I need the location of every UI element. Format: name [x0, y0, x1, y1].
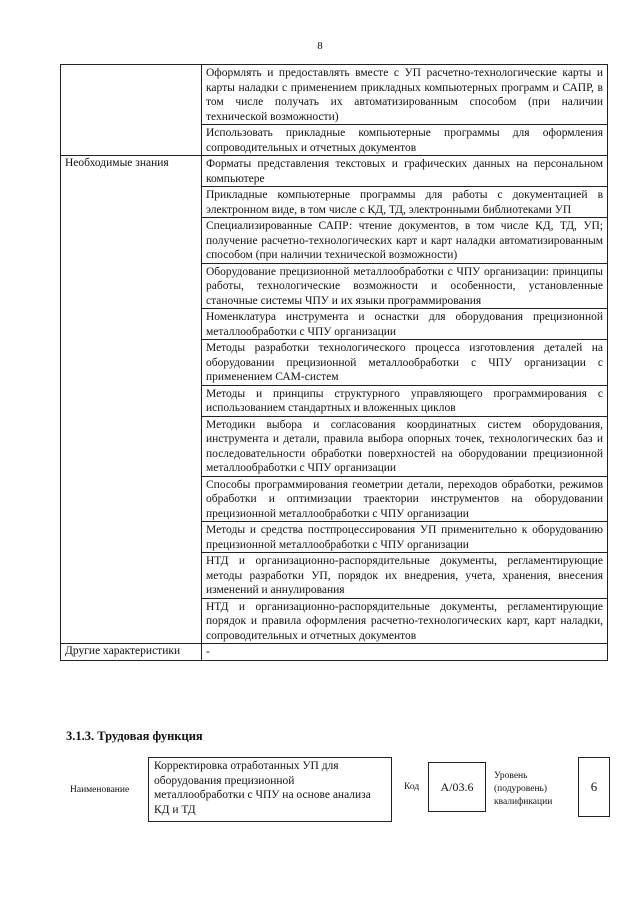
- page-number: 8: [317, 40, 323, 52]
- row-label-other: Другие характеристики: [61, 644, 202, 661]
- table-cell: -: [202, 644, 608, 661]
- level-box: 6: [578, 757, 610, 817]
- table-cell: Методы и средства постпроцессирования УП применительно к оборудованию прецизионной металлообработки с ЧПУ организации: [202, 522, 608, 553]
- level-label: [494, 770, 552, 809]
- level-label-line: Уровень: [494, 771, 528, 781]
- table-cell: Методы разработки технологического процесса изготовления деталей на оборудовании прецизионной металлообработки с ЧПУ организации с применением САМ-систем: [202, 340, 608, 386]
- table-row: [61, 644, 608, 661]
- code-box: А/03.6: [428, 762, 486, 812]
- level-label-line: квалификации: [494, 797, 553, 807]
- code-label: Код: [404, 782, 420, 792]
- section-title: 3.1.3. Трудовая функция: [66, 729, 203, 743]
- level-label-line: (подуровень): [494, 784, 548, 794]
- table-cell: Методики выбора и согласования координатных систем оборудования, инструмента и детали, правила выбора опорных точек, технологических баз и последовательности обработки поверхностей на оборудовании прецизионной металлообработки с ЧПУ организации: [202, 416, 608, 476]
- table-cell: Использовать прикладные компьютерные программы для оформления сопроводительных и отчетных документов: [202, 125, 608, 156]
- table-cell: Оформлять и предоставлять вместе с УП расчетно-технологические карты и карты наладки с применением прикладных компьютерных программ и САПР, в том числе получать их автоматизированным способом (при наличии технической возможности): [202, 65, 608, 125]
- table-row: [61, 65, 608, 125]
- name-label: Наименование: [70, 785, 130, 795]
- table-row: [61, 156, 608, 187]
- row-label-knowledge: Необходимые знания: [61, 156, 202, 644]
- table-cell: Номенклатура инструмента и оснастки для оборудования прецизионной металлообработки с ЧПУ организации: [202, 309, 608, 340]
- table-cell: Прикладные компьютерные программы для работы с документацией в электронном виде, в том числе с КД, ТД, электронными библиотеками УП: [202, 187, 608, 218]
- table-cell: Специализированные САПР: чтение документов, в том числе КД, ТД, УП; получение расчетно-технологических карт и карт наладки автоматизированным способом (при наличии технической возможности): [202, 218, 608, 264]
- row-label: [61, 65, 202, 156]
- table-cell: Способы программирования геометрии детали, переходов обработки, режимов обработки и оптимизации траектории инструментов на оборудовании прецизионной металлообработки с ЧПУ организации: [202, 476, 608, 522]
- table-cell: Оборудование прецизионной металлообработки с ЧПУ организации: принципы работы, технологические возможности и особенности, установленные станочные системы ЧПУ и их языки программирования: [202, 263, 608, 309]
- function-name-box: Корректировка отработанных УП для оборудования прецизионной металлообработки с ЧПУ на основе анализа КД и ТД: [148, 757, 392, 822]
- table-cell: Методы и принципы структурного управляющего программирования с использованием стандартных и вложенных циклов: [202, 385, 608, 416]
- table-cell: НТД и организационно-распорядительные документы, регламентирующие порядок и правила оформления расчетно-технологических карт, карт наладки, сопроводительных и отчетных документов: [202, 598, 608, 644]
- table-cell: Форматы представления текстовых и графических данных на персональном компьютере: [202, 156, 608, 187]
- requirements-table: [60, 64, 608, 661]
- table-cell: НТД и организационно-распорядительные документы, регламентирующие методы разработки УП, порядок их внедрения, учета, хранения, внесения изменений и аннулирования: [202, 553, 608, 599]
